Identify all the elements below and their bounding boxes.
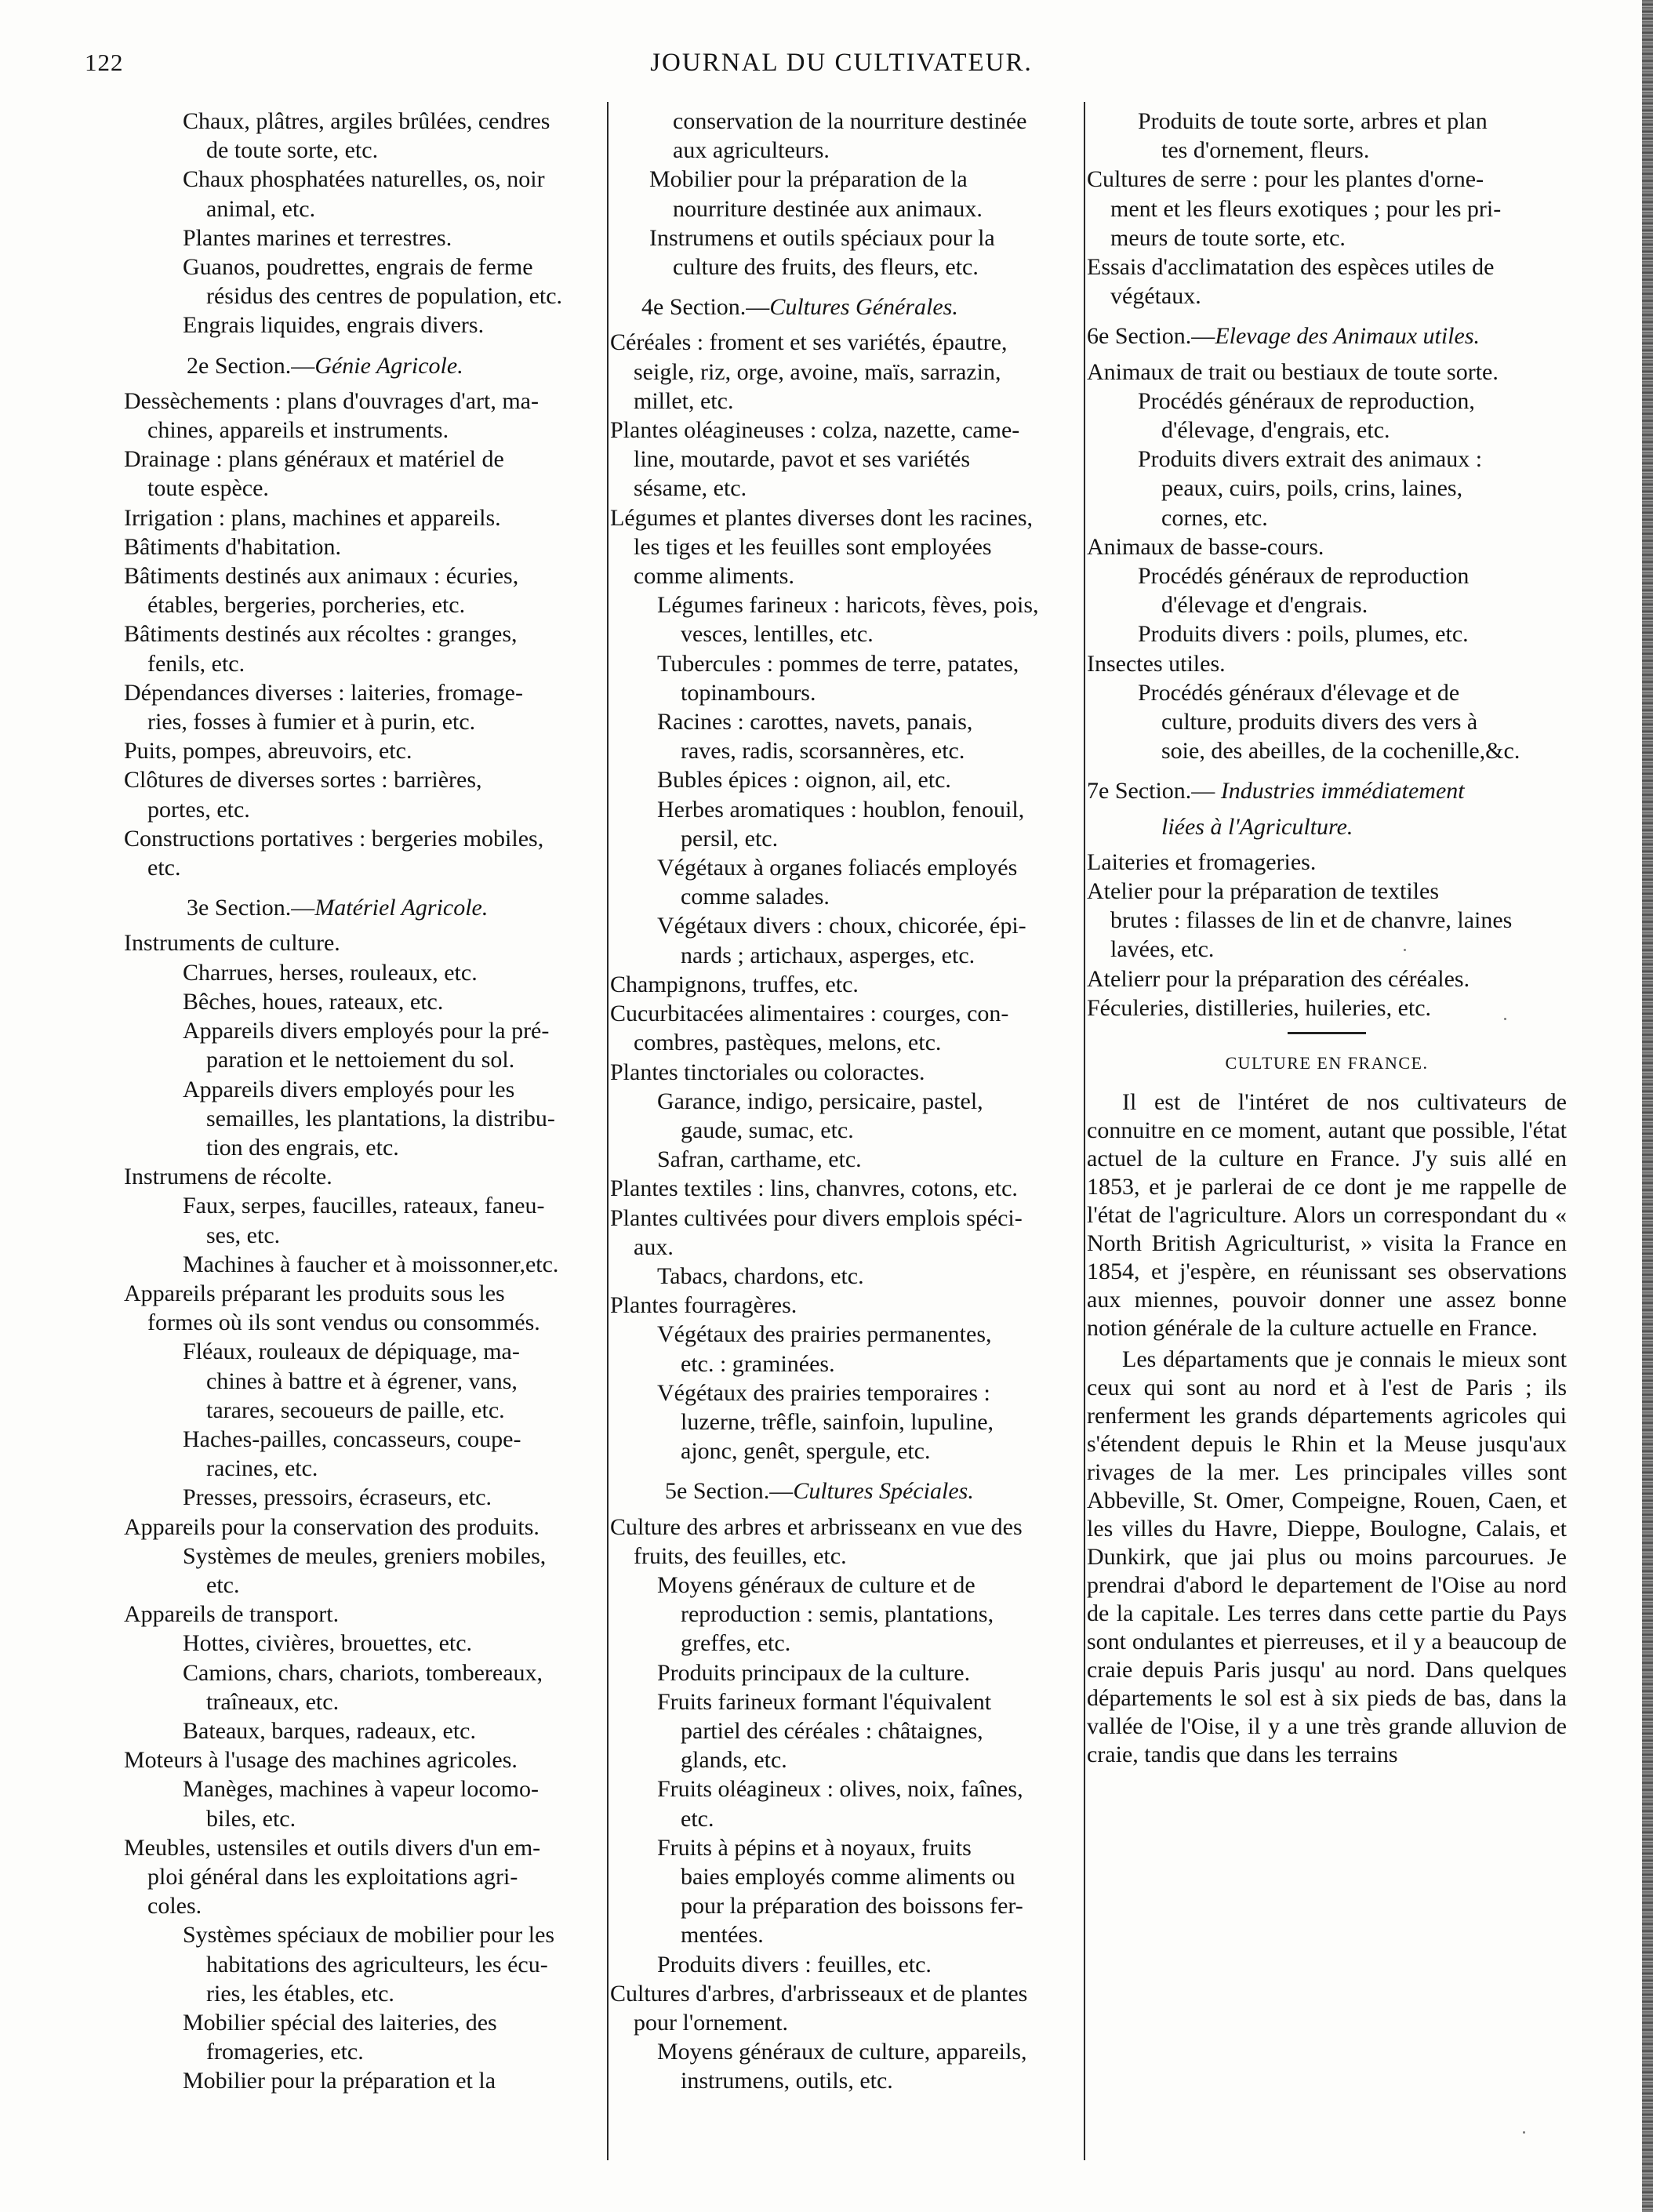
list-line: Bêches, houes, rateaux, etc.	[183, 988, 444, 1015]
list-line: etc.	[681, 1805, 714, 1832]
list-line: reproduction : semis, plantations,	[681, 1601, 994, 1628]
list-line: ajonc, genêt, spergule, etc.	[681, 1438, 931, 1465]
list-line: Dépendances diverses : laiteries, fromage-	[124, 679, 523, 706]
list-line: d'élevage et d'engrais.	[1161, 592, 1368, 619]
list-line: Céréales : froment et ses variétés, épautre,	[610, 329, 1008, 356]
list-line: Appareils divers employés pour la pré-	[183, 1018, 550, 1044]
list-line: Clôtures de diverses sortes : barrières,	[124, 767, 482, 794]
list-line: Irrigation : plans, machines et appareils.	[124, 504, 501, 531]
list-line: Plantes marines et terrestres.	[183, 224, 452, 251]
article-heading: CULTURE EN FRANCE.	[1225, 1053, 1429, 1073]
list-line: ploi général dans les exploitations agri-	[147, 1863, 518, 1890]
list-line: racines, etc.	[206, 1455, 318, 1482]
section-name: Matériel Agricole.	[314, 895, 489, 921]
list-line: lavées, etc.	[1110, 936, 1215, 963]
list-line: comme aliments.	[634, 563, 794, 590]
journal-title: JOURNAL DU CULTIVATEUR.	[650, 49, 1033, 77]
list-line: étables, bergeries, porcheries, etc.	[147, 592, 466, 619]
list-line: gaude, sumac, etc.	[681, 1117, 854, 1143]
list-line: soie, des abeilles, de la cochenille,&c.	[1161, 738, 1520, 765]
list-line: comme salades.	[681, 884, 830, 910]
list-line: fruits, des feuilles, etc.	[634, 1542, 847, 1569]
list-line: Chaux phosphatées naturelles, os, noir	[183, 166, 545, 193]
list-line: Légumes farineux : haricots, fèves, pois,	[657, 592, 1039, 619]
list-line: Culture des arbres et arbrisseanx en vue des	[610, 1513, 1023, 1540]
list-line: Essais d'acclimatation des espèces utiles de	[1087, 254, 1495, 281]
list-line: Appareils de transport.	[124, 1601, 340, 1628]
column-left	[124, 107, 604, 2161]
list-line: Produits principaux de la culture.	[657, 1659, 971, 1686]
list-line: pour la préparation des boissons fer-	[681, 1893, 1023, 1920]
list-line: chines, appareils et instruments.	[147, 417, 449, 444]
list-line: résidus des centres de population, etc.	[206, 283, 563, 310]
page-edge-shadow	[1642, 0, 1653, 2212]
list-line: Herbes aromatiques : houblon, fenouil,	[657, 796, 1025, 823]
section-heading	[124, 351, 604, 380]
list-line: Fruits à pépins et à noyaux, fruits	[657, 1834, 972, 1861]
section-name: Cultures Générales.	[769, 294, 958, 321]
list-line: Féculeries, distilleries, huileries, etc.	[1087, 994, 1432, 1021]
list-line: tes d'ornement, fleurs.	[1161, 137, 1370, 164]
list-line: combres, pastèques, melons, etc.	[634, 1030, 942, 1056]
list-line: ment et les fleurs exotiques ; pour les pri-	[1110, 195, 1502, 222]
list-line: tarares, secoueurs de paille, etc.	[206, 1397, 505, 1423]
list-line: pour l'ornement.	[634, 2010, 789, 2036]
list-line: Systèmes de meules, greniers mobiles,	[183, 1542, 547, 1569]
list-line: nards ; artichaux, asperges, etc.	[681, 942, 975, 968]
list-line: Racines : carottes, navets, panais,	[657, 709, 973, 736]
section-heading	[1087, 321, 1567, 351]
column-right	[1087, 107, 1567, 2161]
list-line: Plantes oléagineuses : colza, nazette, came-	[610, 417, 1020, 444]
list-line: culture des fruits, des fleurs, etc.	[673, 254, 979, 281]
column-middle	[610, 107, 1082, 2161]
list-line: Haches-pailles, concasseurs, coupe-	[183, 1426, 521, 1452]
list-line: semailles, les plantations, la distribu-	[206, 1105, 555, 1131]
list-line: Machines à faucher et à moissonner,etc.	[183, 1251, 559, 1277]
list-line: habitations des agriculteurs, les écu-	[206, 1951, 548, 1978]
list-line: etc.	[147, 855, 181, 881]
section-heading	[610, 292, 1082, 321]
list-line: baies employés comme aliments ou	[681, 1863, 1015, 1890]
section-name: Cultures Spéciales.	[793, 1478, 974, 1505]
ink-speck	[1504, 1018, 1506, 1020]
list-line: Végétaux des prairies temporaires :	[657, 1379, 990, 1406]
list-line: Cultures de serre : pour les plantes d'orne-	[1087, 166, 1484, 193]
list-line: Fruits oléagineux : olives, noix, faînes,	[657, 1776, 1023, 1803]
list-line: millet, etc.	[634, 387, 734, 414]
list-line: Presses, pressoirs, écraseurs, etc.	[183, 1484, 492, 1511]
section-heading: liées à l'Agriculture.	[1161, 813, 1353, 840]
list-line: conservation de la nourriture destinée	[673, 108, 1027, 134]
list-line: Mobilier pour la préparation de la	[649, 166, 968, 193]
section-number: 4e Section.—	[641, 294, 770, 321]
list-line: Plantes tinctoriales ou coloractes.	[610, 1059, 925, 1085]
list-line: instrumens, outils, etc.	[681, 2068, 893, 2094]
list-line: Bateaux, barques, radeaux, etc.	[183, 1717, 476, 1744]
list-line: traîneaux, etc.	[206, 1688, 340, 1715]
list-line: seigle, riz, orge, avoine, maïs, sarrazin,	[634, 358, 1001, 385]
list-line: Hottes, civières, brouettes, etc.	[183, 1630, 473, 1657]
list-line: Animaux de basse-cours.	[1087, 533, 1324, 560]
ink-speck	[1523, 2131, 1525, 2134]
list-line: peaux, cuirs, poils, crins, laines,	[1161, 475, 1463, 502]
list-line: Champignons, truffes, etc.	[610, 971, 859, 997]
list-line: coles.	[147, 1893, 202, 1920]
list-line: Plantes fourragères.	[610, 1292, 797, 1319]
list-line: Plantes textiles : lins, chanvres, cotons, etc.	[610, 1175, 1018, 1202]
article-paragraph-2-text: Les départaments que je connais le mieux sont ceux qui sont au nord et à l'est de Paris ; ils renferment les grands départements agricoles qui s'étendent depuis le Rhin et la Meuse jusqu'aux rivages de la mer. Les principales villes sont Abbeville, St. Omer, Compeigne, Rouen, Caen, et les villes du Havre, Dieppe, Boulogne, Calais, et Dunkirk, que jai plus ou moins parcourues. Je prendrai d'abord le departement de l'Oise au nord de la capitale. Les terres dans cette partie du Pays sont ondulantes et pierreuses, et il y a beaucoup de craie depuis Paris jusqu' au nord. Dans quelques départements le sol est à six pieds de bas, dans la vallée de l'Oise, il y a une très grande alluvion de craie, tandis que dans les terrains	[1087, 1346, 1567, 1768]
section-number: 2e Section.—	[187, 352, 315, 379]
list-line: de toute sorte, etc.	[206, 137, 379, 164]
article-paragraph-2	[1087, 1346, 1567, 1769]
list-line: Cucurbitacées alimentaires : courges, con-	[610, 1001, 1009, 1027]
list-line: etc.	[206, 1571, 240, 1598]
list-line: Plantes cultivées pour divers emplois spéci-	[610, 1204, 1023, 1231]
list-line: Charrues, herses, rouleaux, etc.	[183, 959, 478, 986]
list-line: Camions, chars, chariots, tombereaux,	[183, 1659, 543, 1686]
list-line: aux.	[634, 1233, 674, 1260]
list-line: Tabacs, chardons, etc.	[657, 1262, 864, 1289]
list-line: Moyens généraux de culture et de	[657, 1571, 975, 1598]
separator-rule	[1288, 1032, 1366, 1034]
list-line: luzerne, trêfle, sainfoin, lupuline,	[681, 1408, 994, 1435]
list-line: Engrais liquides, engrais divers.	[183, 312, 485, 339]
list-line: Atelierr pour la préparation des céréales.	[1087, 965, 1470, 992]
exhibit-list-continued	[1087, 107, 1567, 1022]
list-line: Systèmes spéciaux de mobilier pour les	[183, 1922, 555, 1949]
list-line: aux agriculteurs.	[673, 137, 830, 164]
list-line: Moteurs à l'usage des machines agricoles.	[124, 1747, 518, 1774]
list-line: formes où ils sont vendus ou consommés.	[147, 1309, 540, 1336]
list-line: Produits divers : poils, plumes, etc.	[1138, 621, 1469, 648]
section-number: 6e Section.—	[1087, 323, 1215, 350]
list-line: tion des engrais, etc.	[206, 1134, 399, 1160]
section-heading	[124, 893, 604, 922]
list-line: Garance, indigo, persicaire, pastel,	[657, 1088, 983, 1114]
list-line: Faux, serpes, faucilles, rateaux, faneu-	[183, 1193, 545, 1219]
section-heading	[1087, 776, 1567, 805]
list-line: topinambours.	[681, 679, 816, 706]
list-line: culture, produits divers des vers à	[1161, 709, 1478, 736]
list-line: meurs de toute sorte, etc.	[1110, 224, 1346, 251]
list-line: biles, etc.	[206, 1805, 296, 1832]
list-line: Dessèchements : plans d'ouvrages d'art, ma-	[124, 387, 539, 414]
column-rule-left	[607, 102, 609, 2160]
list-line: végétaux.	[1110, 283, 1201, 310]
page-number: 122	[85, 49, 124, 76]
list-line: les tiges et les feuilles sont employées	[634, 533, 992, 560]
list-line: Végétaux divers : choux, chicorée, épi-	[657, 913, 1026, 939]
ink-speck	[1404, 949, 1406, 951]
list-line: glands, etc.	[681, 1747, 787, 1774]
list-line: animal, etc.	[206, 195, 316, 222]
list-line: mentées.	[681, 1922, 764, 1949]
list-line: Insectes utiles.	[1087, 650, 1226, 677]
list-line: Bâtiments d'habitation.	[124, 533, 342, 560]
list-line: Constructions portatives : bergeries mobiles,	[124, 825, 544, 852]
list-line: line, moutarde, pavot et ses variétés	[634, 446, 971, 473]
list-line: persil, etc.	[681, 825, 779, 852]
article-paragraph-1-text: Il est de l'intéret de nos cultivateurs de connuitre en ce moment, autant que possible, l'état actuel de la culture en France. J'y suis allé en 1853, et je parlerai de ce dont je me rappelle de l'état de l'agriculture. Alors un correspondant du « North British Agriculturist, » visita la France en 1854, et j'espère, en réunissant ses observations aux miennes, pouvoir donner une assez bonne notion générale de la culture actuelle en France.	[1087, 1089, 1567, 1342]
list-line: Procédés généraux de reproduction	[1138, 563, 1470, 590]
list-line: Appareils préparant les produits sous les	[124, 1280, 505, 1306]
list-line: vesces, lentilles, etc.	[681, 621, 874, 648]
list-line: ries, les étables, etc.	[206, 1980, 394, 2007]
list-line: Fruits farineux formant l'équivalent	[657, 1688, 992, 1715]
list-line: brutes : filasses de lin et de chanvre, laines	[1110, 907, 1513, 934]
section-number: 3e Section.—	[187, 895, 315, 921]
list-line: paration et le nettoiement du sol.	[206, 1047, 515, 1073]
list-line: ses, etc.	[206, 1222, 281, 1248]
list-line: Végétaux des prairies permanentes,	[657, 1321, 992, 1348]
list-line: Produits divers extrait des animaux :	[1138, 446, 1483, 473]
list-line: Chaux, plâtres, argiles brûlées, cendres	[183, 108, 550, 134]
section-name: Industries immédiatement	[1215, 778, 1465, 805]
list-line: Appareils divers employés pour les	[183, 1076, 515, 1102]
list-line: Instrumens de récolte.	[124, 1164, 332, 1190]
list-line: Atelier pour la préparation de textiles	[1087, 878, 1439, 905]
list-line: Mobilier spécial des laiteries, des	[183, 2010, 497, 2036]
list-line: cornes, etc.	[1161, 504, 1268, 531]
list-line: Tubercules : pommes de terre, patates,	[657, 650, 1019, 677]
list-line: Procédés généraux de reproduction,	[1138, 387, 1475, 414]
list-line: etc. : graminées.	[681, 1350, 835, 1377]
list-line: Fléaux, rouleaux de dépiquage, ma-	[183, 1338, 520, 1365]
article-paragraph-1	[1087, 1088, 1567, 1342]
list-line: fenils, etc.	[147, 650, 245, 677]
list-line: Laiteries et fromageries.	[1087, 848, 1317, 875]
list-line: Mobilier pour la préparation et la	[183, 2068, 496, 2094]
list-line: Végétaux à organes foliacés employés	[657, 855, 1018, 881]
list-line: greffes, etc.	[681, 1630, 791, 1657]
list-line: toute espèce.	[147, 475, 269, 502]
list-line: Puits, pompes, abreuvoirs, etc.	[124, 738, 412, 765]
list-line: Moyens généraux de culture, appareils,	[657, 2039, 1027, 2065]
list-line: Légumes et plantes diverses dont les racines,	[610, 504, 1034, 531]
list-line: Drainage : plans généraux et matériel de	[124, 446, 504, 473]
section-heading	[610, 1476, 1082, 1506]
section-name: Elevage des Animaux utiles.	[1215, 323, 1480, 350]
list-line: Produits divers : feuilles, etc.	[657, 1951, 932, 1978]
list-line: ries, fosses à fumier et à purin, etc.	[147, 709, 476, 736]
list-line: nourriture destinée aux animaux.	[673, 195, 983, 222]
list-line: Appareils pour la conservation des produits.	[124, 1513, 539, 1540]
list-line: d'élevage, d'engrais, etc.	[1161, 417, 1390, 444]
section-number: 7e Section.—	[1087, 778, 1215, 805]
section-number: 5e Section.—	[665, 1478, 794, 1505]
list-line: Safran, carthame, etc.	[657, 1146, 862, 1173]
list-line: Produits de toute sorte, arbres et plan	[1138, 108, 1488, 134]
list-line: partiel des céréales : châtaignes,	[681, 1717, 983, 1744]
list-line: fromageries, etc.	[206, 2039, 364, 2065]
list-line: Bâtiments destinés aux animaux : écuries,	[124, 563, 519, 590]
list-line: raves, radis, scorsannères, etc.	[681, 738, 965, 765]
list-line: portes, etc.	[147, 796, 250, 823]
running-head	[85, 49, 1598, 88]
list-line: Bubles épices : oignon, ail, etc.	[657, 767, 951, 794]
list-line: chines à battre et à égrener, vans,	[206, 1368, 518, 1394]
list-line: Bâtiments destinés aux récoltes : granges,	[124, 621, 518, 648]
list-line: Manèges, machines à vapeur locomo-	[183, 1776, 539, 1803]
list-line: Instrumens et outils spéciaux pour la	[649, 224, 995, 251]
list-line: Cultures d'arbres, d'arbrisseaux et de plantes	[610, 1980, 1028, 2007]
column-rule-right	[1084, 102, 1085, 2160]
list-line: Procédés généraux d'élevage et de	[1138, 679, 1460, 706]
list-line: Guanos, poudrettes, engrais de ferme	[183, 254, 533, 281]
list-line: Animaux de trait ou bestiaux de toute sorte.	[1087, 358, 1499, 385]
list-line: Instruments de culture.	[124, 930, 340, 957]
section-name: Génie Agricole.	[314, 352, 463, 379]
list-line: sésame, etc.	[634, 475, 747, 502]
list-line: Meubles, ustensiles et outils divers d'un em-	[124, 1834, 541, 1861]
